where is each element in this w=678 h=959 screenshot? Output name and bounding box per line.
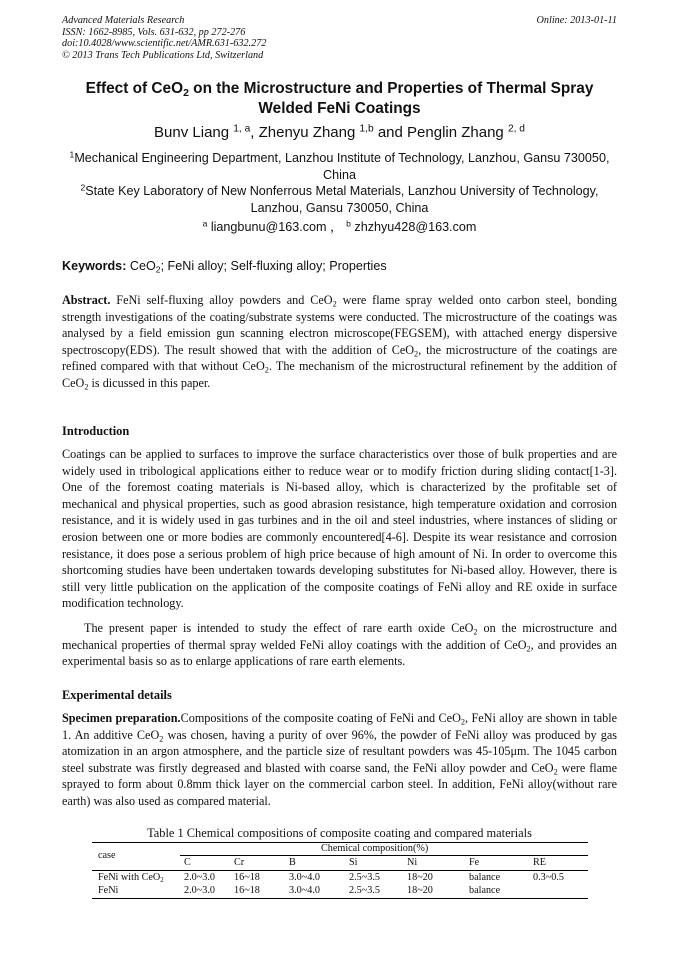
row-1-ni: 18~20 <box>407 872 433 883</box>
section-heading-experimental: Experimental details <box>62 688 172 702</box>
email-a: liangbunu@163.com ， <box>207 220 343 234</box>
specimen-preparation-label: Specimen preparation. <box>62 711 181 725</box>
col-header-b: B <box>289 857 296 868</box>
journal-header <box>62 15 617 61</box>
row-2-si: 2.5~3.5 <box>349 885 380 896</box>
table-caption: Table 1 Chemical compositions of composite coating and compared materials <box>147 826 532 840</box>
row-2-fe: balance <box>469 885 501 896</box>
author-list: Bunv Liang $^{1, a}$, Zhenyu Zhang $^{1,b}$ and Penglin Zhang $^{2, d}$ <box>154 123 525 141</box>
col-header-cr: Cr <box>234 857 245 868</box>
row-1-re: 0.3~0.5 <box>533 872 564 883</box>
table-header-rule <box>92 870 588 871</box>
email-b: zhzhyu428@163.com <box>350 220 477 234</box>
table-group-rule <box>180 855 588 856</box>
paper-title: Effect of CeO$_2$ on the Microstructure and Properties of Thermal Spray Welded FeNi Coatings <box>85 80 594 117</box>
col-header-fe: Fe <box>469 857 480 868</box>
col-header-si: Si <box>349 857 358 868</box>
row-2-c: 2.0~3.0 <box>184 885 215 896</box>
issn-line: ISSN: 1662-8985, Vols. 631-632, pp 272-276 <box>62 26 246 38</box>
affiliation-1: $^1$Mechanical Engineering Department, Lanzhou Institute of Technology, Lanzhou, Gansu 730050, China <box>69 149 610 182</box>
online-date: Online: 2013-01-11 <box>536 15 617 26</box>
table-case-header: case <box>98 850 116 861</box>
author-emails: $^a$ liangbunu@163.com ， $^b$ zhzhyu428@163.com <box>202 218 477 234</box>
abstract-label: Abstract. <box>62 293 111 307</box>
section-heading-introduction: Introduction <box>62 424 130 438</box>
keywords-label: Keywords: <box>62 259 127 273</box>
col-header-c: C <box>184 857 191 868</box>
col-header-re: RE <box>533 857 547 868</box>
keywords: Keywords: CeO$_2$; FeNi alloy; Self-fluxing alloy; Properties <box>62 259 387 275</box>
row-1-cr: 16~18 <box>234 872 260 883</box>
journal-name: Advanced Materials Research <box>62 15 185 26</box>
specimen-preparation-paragraph: Specimen preparation.Compositions of the composite coating of FeNi and CeO$_2$, FeNi alloy are shown in table 1. An additive CeO$_2$ was chosen, having a purity of over 96%, the powder of FeNi alloy was produced by gas atomization in an argon atmosphere, and the particle size of resultant powders was 45-105μm. The 1045 carbon steel substrate was firstly degreased and blasted with coarse sand, the FeNi alloy powder and CeO$_2$ were flame sprayed to form about 0.8mm thick layer on the commercial carbon steel. In addition, FeNi alloy(without rare earth) was also used as compared material. <box>62 711 617 808</box>
row-2-ni: 18~20 <box>407 885 433 896</box>
col-header-ni: Ni <box>407 857 418 868</box>
row-1-case: FeNi with CeO$_2$ <box>98 872 164 885</box>
row-2-b: 3.0~4.0 <box>289 885 320 896</box>
row-2-cr: 16~18 <box>234 885 260 896</box>
row-1-si: 2.5~3.5 <box>349 872 380 883</box>
introduction-paragraph-2: The present paper is intended to study the effect of rare earth oxide CeO$_2$ on the microstructure and mechanical properties of thermal spray welded FeNi alloy coatings with the addition of CeO$_2$, and provides an experimental basis so as to enlarge applications of rare earth elements. <box>62 621 617 669</box>
affiliation-2: $^2$State Key Laboratory of New Nonferrous Metal Materials, Lanzhou University of Technology, Lanzhou, Gansu 730050, China <box>80 182 599 215</box>
row-1-c: 2.0~3.0 <box>184 872 215 883</box>
table-group-header: Chemical composition(%) <box>321 843 429 854</box>
row-1-b: 3.0~4.0 <box>289 872 320 883</box>
abstract: Abstract. FeNi self-fluxing alloy powders and CeO$_2$ were flame spray welded onto carbon steel, bonding strength investigations of the coating/substrate systems were conducted. The microstructure of the coatings was analysed by a field emission gun scanning electron microscope(FEGSEM), with attached energy dispersive spectroscopy(EDS). The result showed that with the addition of CeO$_2$, the microstructure of the coatings are refined compared with that without CeO$_2$. The mechanism of the microstructural refinement by the addition of CeO$_2$ is dicussed in this paper. <box>62 293 617 392</box>
row-1-fe: balance <box>469 872 501 883</box>
doi-line: doi:10.4028/www.scientific.net/AMR.631-632.272 <box>62 38 267 50</box>
table-bottom-rule <box>92 898 588 899</box>
copyright-line: © 2013 Trans Tech Publications Ltd, Switzerland <box>62 49 264 61</box>
row-2-case: FeNi <box>98 885 119 896</box>
introduction-paragraph-1: Coatings can be applied to surfaces to improve the surface characteristics over those of bulk properties and are widely used in tribological applications either to reduce wear or to modify friction during sliding contact[1-3]. One of the foremost coating materials is Ni-based alloy, which is characterized by the profitable set of mechanical and physical properties, such as good abrasion resistance, high temperature oxidation and corrosion resistance, and it is widely used in gas turbines and in the oil and steel industries, where instances of sliding or erosion between one or more bodies are commonly encountered[4-6]. Despite its wear resistance and corrosion resistance, it does pose a serious problem of high price because of high amount of Ni. In order to overcome this shortcoming studies have been undertaken towards developing substitutes for Ni-based alloy. However, there is still very little publication on the application of the composite coatings of FeNi alloy and RE oxide in surface modification technology. <box>62 447 617 611</box>
